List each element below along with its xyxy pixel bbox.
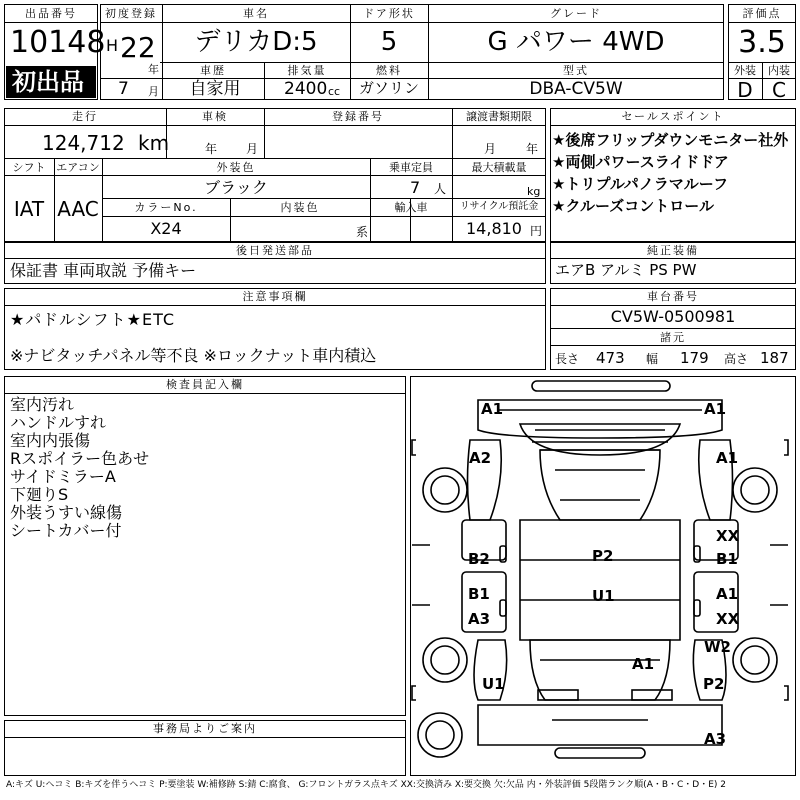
score: 3.5: [738, 25, 786, 60]
chassis-label: 車台番号: [647, 290, 699, 303]
width-label: 幅: [646, 352, 659, 366]
max-load-label: 最大積載量: [471, 161, 527, 174]
sales-point-3: ★トリプルパノラマルーフ: [552, 175, 729, 193]
cc-unit: cc: [328, 85, 341, 98]
recycle-fee-label: リサイクル預託金: [459, 201, 539, 212]
reg-year: 22: [120, 31, 156, 64]
ac-label: エアコン: [56, 161, 100, 174]
model-label: 型式: [563, 64, 589, 77]
first-reg-label: 初度登録: [105, 7, 157, 20]
car-name: デリカD:5: [194, 27, 318, 57]
equipment: エアB アルミ PS PW: [555, 261, 697, 279]
door-label: ドア形状: [363, 7, 415, 20]
shift: IAT: [13, 197, 45, 221]
score-label: 評価点: [742, 7, 782, 20]
capacity-label: 乗車定員: [389, 161, 433, 174]
year-unit: 年: [148, 63, 159, 76]
mileage: 124,712: [42, 131, 125, 155]
inspector-note-3: 室内内張傷: [10, 431, 91, 450]
damage-left-front-door: B2: [468, 550, 490, 568]
office-label: 事務局よりご案内: [153, 722, 257, 735]
interior-color-unit: 系: [356, 225, 369, 239]
lot-number: 10148: [10, 25, 106, 60]
month-unit: 月: [148, 85, 159, 98]
damage-roof: P2: [592, 547, 614, 565]
fuel: ガソリン: [358, 79, 420, 97]
legend: A:キズ U:ヘコミ B:キズを伴うヘコミ P:要塗装 W:補修跡 S:錆 C:腐食、 G:フロントガラス点キズ XX:交換済み X:要交換 欠:欠品 内・外装評価 5段階ランク順(A・B・C・D・E) 2: [6, 780, 727, 790]
damage-left-rear: U1: [482, 675, 505, 693]
color-number: X24: [150, 219, 182, 238]
recycle-fee: 14,810: [466, 219, 522, 238]
later-parts: 保証書 車両取説 予備キー: [10, 261, 197, 280]
capacity-unit: 人: [434, 182, 447, 196]
sales-point-2: ★両側パワースライドドア: [552, 153, 729, 171]
damage-front-left: A1: [481, 400, 504, 418]
fuel-label: 燃料: [376, 64, 402, 77]
car-name-label: 車名: [243, 7, 269, 20]
damage-right-front-door-2: B1: [716, 550, 738, 568]
interior-color-label: 内装色: [280, 201, 320, 214]
exterior-grade-label: 外装: [734, 64, 756, 77]
history-label: 車歴: [200, 64, 226, 77]
caution-line-2: ※ナビタッチパネル等不良 ※ロックナット車内積込: [10, 346, 377, 365]
displacement-label: 排気量: [287, 64, 327, 77]
inspector-note-4: Rスポイラー色あせ: [10, 449, 150, 468]
mileage-label: 走行: [72, 110, 98, 123]
transfer-month-unit: 月: [484, 142, 497, 156]
length: 473: [596, 349, 625, 367]
damage-right-quarter: W2: [704, 638, 731, 656]
damage-rear-center: A1: [632, 655, 655, 673]
inspection-label: 車検: [202, 110, 228, 123]
grade-label: グレード: [550, 7, 602, 20]
model-code: DBA-CV5W: [529, 79, 623, 99]
inspector-note-2: ハンドルすれ: [10, 413, 107, 432]
air-conditioner: AAC: [57, 197, 99, 221]
caution-label: 注意事項欄: [242, 290, 308, 303]
damage-left-rear-door-2: A3: [468, 610, 491, 628]
length-label: 長さ: [555, 352, 580, 366]
inspector-note-5: サイドミラーA: [10, 467, 116, 486]
sales-point-1: ★後席フリップダウンモニター社外: [552, 131, 789, 149]
recycle-fee-unit: 円: [530, 224, 543, 238]
damage-right-rear-door-2: XX: [716, 610, 740, 628]
damage-center: U1: [592, 587, 615, 605]
sales-point-4: ★クルーズコントロール: [552, 197, 714, 215]
interior-grade: C: [772, 78, 786, 102]
car-diagram: [410, 376, 796, 776]
transfer-deadline-label: 譲渡書類期限: [466, 110, 532, 123]
sales-points-label: セールスポイント: [621, 110, 725, 123]
inspector-note-1: 室内汚れ: [10, 395, 75, 414]
equipment-label: 純正装備: [647, 244, 699, 257]
mileage-unit: km: [138, 131, 170, 155]
damage-left-fender: A2: [469, 449, 492, 467]
max-load-unit: kg: [527, 185, 541, 198]
first-listing-label: 初出品: [12, 68, 84, 96]
import-label: 輸入車: [394, 201, 428, 214]
exterior-color-label: 外装色: [216, 161, 256, 174]
inspector-note-7: 外装うすい線傷: [10, 503, 123, 522]
grade: G パワー 4WD: [487, 27, 665, 57]
inspector-note-8: シートカバー付: [10, 521, 122, 540]
caution-line-1: ★パドルシフト★ETC: [10, 310, 176, 329]
era: H: [106, 36, 119, 55]
history: 自家用: [189, 79, 241, 99]
later-parts-label: 後日発送部品: [236, 244, 314, 257]
damage-right-rear: P2: [703, 675, 725, 693]
transfer-day-unit: 年: [526, 142, 539, 156]
inspection-month-unit: 月: [246, 142, 259, 156]
damage-right-fender: A1: [716, 449, 739, 467]
exterior-color: ブラック: [204, 178, 268, 197]
chassis-number: CV5W-0500981: [610, 307, 736, 326]
reg-number-label: 登録番号: [332, 110, 384, 123]
damage-right-front-door-1: XX: [716, 527, 740, 545]
exterior-grade: D: [737, 78, 753, 102]
damage-left-rear-door-1: B1: [468, 585, 490, 603]
inspector-note-6: 下廻りS: [10, 485, 69, 504]
inspector-label: 検査員記入欄: [166, 378, 244, 391]
damage-rear-bumper: A3: [704, 730, 727, 748]
damage-right-rear-door-1: A1: [716, 585, 739, 603]
width: 179: [680, 349, 709, 367]
reg-month: 7: [118, 79, 129, 99]
dimensions-label: 諸元: [660, 331, 686, 344]
shift-label: シフト: [12, 161, 46, 174]
capacity: 7: [410, 178, 421, 197]
lot-number-label: 出品番号: [25, 7, 77, 20]
height: 187: [760, 349, 789, 367]
door-count: 5: [380, 27, 398, 57]
displacement: 2400: [284, 79, 328, 99]
damage-front-right: A1: [704, 400, 727, 418]
interior-grade-label: 内装: [768, 64, 790, 77]
height-label: 高さ: [724, 352, 749, 366]
color-number-label: カラーNo.: [134, 201, 198, 214]
inspection-year-unit: 年: [205, 142, 218, 156]
